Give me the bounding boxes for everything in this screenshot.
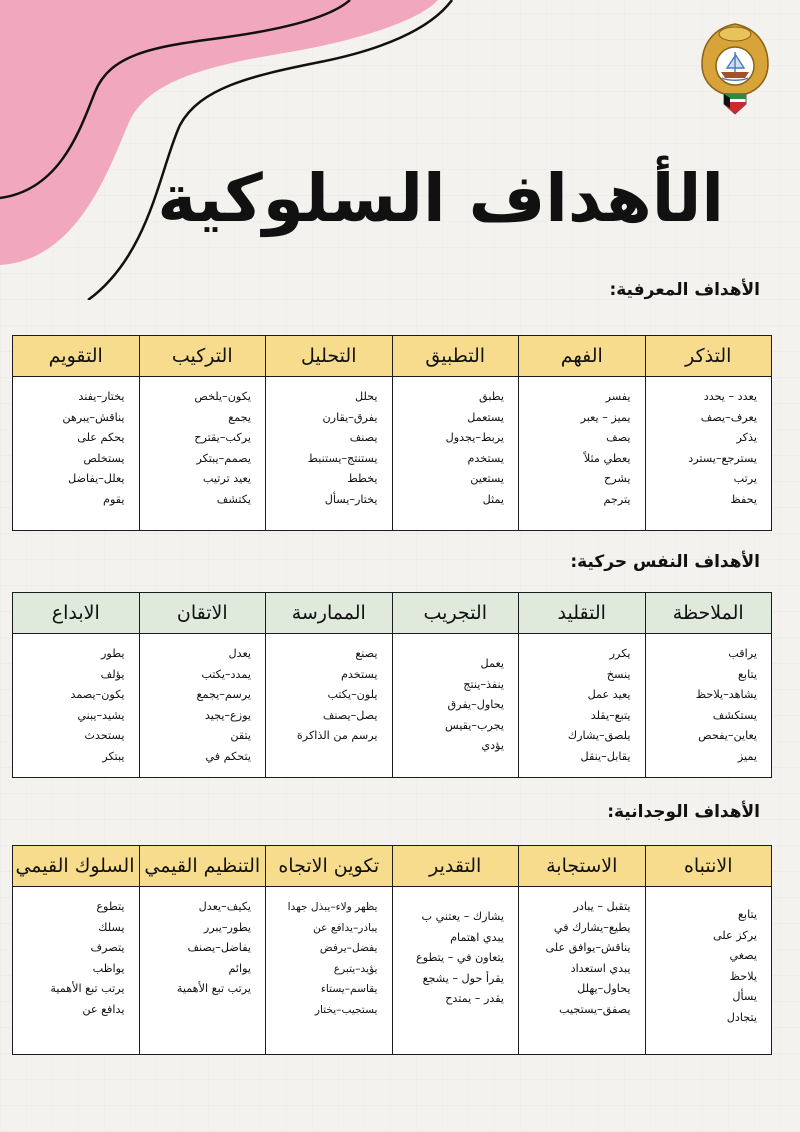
- list-item: يصمم–يبتكر: [196, 451, 251, 465]
- list-item: يبدي اهتمام: [450, 930, 504, 944]
- list-item: يستعمل: [467, 410, 504, 424]
- list-item: يؤيد–يتبرع: [333, 962, 378, 975]
- table-row: [13, 887, 772, 1055]
- list-item: يرتب: [733, 472, 757, 485]
- list-cell: [139, 634, 266, 778]
- list-cell: [13, 887, 140, 1055]
- list-item: يلاحظ: [729, 969, 757, 983]
- table-header-row: [13, 336, 772, 377]
- list-item: يستخدم: [467, 451, 504, 465]
- list-cell: [266, 634, 393, 778]
- list-item: يربط–يجدول: [445, 431, 504, 444]
- list-item: يوزع–يجيد: [204, 708, 251, 722]
- list-cell: [519, 634, 646, 778]
- kuwait-emblem-icon: [698, 22, 772, 116]
- list-item: يصفق–يستجيب: [559, 1002, 631, 1016]
- list-item: يستعين: [470, 472, 504, 485]
- column-header: الفهم: [519, 336, 646, 377]
- list-cell: [645, 887, 772, 1055]
- list-item: يعيد عمل: [587, 688, 631, 701]
- list-cell: [13, 634, 140, 778]
- column-header: التقليد: [519, 593, 646, 634]
- column-header: تكوين الاتجاه: [266, 846, 393, 887]
- table-row: [13, 377, 772, 531]
- list-item: يؤدي: [481, 739, 504, 752]
- page-title: الأهداف السلوكية: [157, 160, 724, 237]
- list-item: يمثل: [482, 492, 504, 506]
- list-cell: [392, 887, 519, 1055]
- list-cell: [266, 377, 393, 531]
- list-item: يتابع: [738, 667, 757, 681]
- list-item: يعدل: [228, 647, 251, 660]
- list-item: يشيد–يبني: [77, 708, 125, 722]
- list-item: يرسم من الذاكرة: [296, 729, 378, 742]
- table-affective: [12, 845, 772, 1055]
- list-item: يفرق–يقارن: [322, 410, 378, 424]
- table-psychomotor: [12, 592, 772, 778]
- list-item: يفسر: [605, 390, 631, 403]
- list-item: يكون–يصمد: [70, 688, 125, 701]
- list-item: يطبق: [479, 390, 504, 403]
- list-item: يستخدم: [341, 667, 378, 681]
- column-header: الملاحظة: [645, 593, 772, 634]
- column-header: التذكر: [645, 336, 772, 377]
- column-header: التحليل: [266, 336, 393, 377]
- list-item: يركز على: [712, 928, 757, 942]
- list-item: ينفذ–ينتج: [463, 677, 504, 691]
- list-item: يؤلف: [100, 667, 125, 681]
- list-item: يحلل: [354, 390, 378, 403]
- column-header: الاستجابة: [519, 846, 646, 887]
- list-cell: [139, 377, 266, 531]
- list-cell: [645, 377, 772, 531]
- list-item: يفضل–يرفض: [319, 942, 378, 954]
- list-item: يحفظ: [730, 492, 757, 506]
- list-item: يميز – يعبر: [580, 410, 631, 424]
- list-item: يقدر – يمتدح: [445, 992, 504, 1005]
- list-item: يقابل–ينقل: [580, 749, 631, 763]
- list-item: يختار–يسأل: [324, 492, 378, 506]
- list-item: يعاين–يفحص: [698, 729, 757, 742]
- list-item: يستخلص: [83, 451, 125, 465]
- list-item: يحاول–يفرق: [447, 698, 504, 711]
- list-item: يدافع عن: [82, 1002, 125, 1016]
- list-item: يقوم: [103, 492, 125, 506]
- list-item: يتحكم في: [205, 749, 251, 763]
- list-item: يفاضل–يصنف: [187, 941, 251, 954]
- list-item: يرسم–يجمع: [196, 688, 251, 701]
- list-item: يستنتج–يستنبط: [307, 451, 378, 465]
- list-cell: [645, 634, 772, 778]
- list-item: يعمل: [480, 657, 504, 670]
- list-item: يلصق–يشارك: [567, 729, 631, 742]
- column-header: التنظيم القيمي: [139, 846, 266, 887]
- list-item: يطور: [101, 647, 125, 660]
- list-item: يطيع–يشارك في: [553, 920, 631, 934]
- column-header: التطبيق: [392, 336, 519, 377]
- column-header: التجريب: [392, 593, 519, 634]
- list-item: يتقبل – يبادر: [573, 900, 631, 913]
- list-cell: [519, 887, 646, 1055]
- column-header: الممارسة: [266, 593, 393, 634]
- list-item: يرتب تبع الأهمية: [176, 982, 251, 995]
- section-heading-affective: الأهداف الوجدانية:: [607, 802, 760, 822]
- column-header: الابداع: [13, 593, 140, 634]
- list-item: يتابع: [738, 908, 757, 921]
- list-item: يرتب تبع الأهمية: [50, 982, 125, 995]
- list-item: يشارك – يعتني ب: [421, 910, 504, 923]
- list-item: يسلك: [98, 920, 125, 934]
- list-item: يمدد–يكتب: [201, 667, 251, 681]
- section-heading-psychomotor: الأهداف النفس حركية:: [570, 552, 760, 572]
- list-item: يكرر: [609, 647, 631, 660]
- list-item: يركب–يقترح: [194, 431, 251, 444]
- list-item: يتقن: [230, 729, 251, 742]
- list-item: يصنع: [355, 647, 378, 660]
- list-item: يعرف–يصف: [700, 410, 757, 424]
- list-item: يسأل: [732, 990, 757, 1003]
- list-item: يواظب: [92, 961, 125, 975]
- list-item: يبادر–يدافع عن: [313, 921, 378, 934]
- column-header: الانتباه: [645, 846, 772, 887]
- list-item: يقرأ حول – يشجع: [422, 971, 504, 985]
- list-item: يخطط: [347, 472, 378, 485]
- list-item: يتعاون في – يتطوع: [416, 951, 504, 964]
- list-item: يحكم على: [77, 431, 125, 444]
- column-header: التركيب: [139, 336, 266, 377]
- list-item: يحاول–يهلل: [577, 982, 631, 995]
- column-header: التقدير: [392, 846, 519, 887]
- list-item: يوائم: [228, 961, 251, 975]
- list-item: يجمع: [228, 410, 251, 424]
- list-item: يعدد – يحدد: [703, 390, 757, 403]
- list-item: يكتشف: [216, 492, 251, 506]
- table-header-row: [13, 593, 772, 634]
- list-item: يختار–يفند: [78, 390, 125, 403]
- column-header: السلوك القيمي: [13, 846, 140, 887]
- list-item: يعيد ترتيب: [202, 472, 251, 485]
- list-item: يصف: [606, 431, 631, 444]
- table-row: [13, 634, 772, 778]
- list-item: يصل–يصنف: [322, 708, 378, 722]
- list-item: يصنف: [349, 431, 378, 444]
- list-item: يكيف–يعدل: [198, 900, 251, 913]
- list-item: يشرح: [604, 472, 631, 485]
- list-item: ينسخ: [606, 667, 631, 681]
- list-item: يراقب: [728, 647, 757, 660]
- list-item: يتجادل: [726, 1010, 757, 1024]
- list-item: يشاهد–يلاحظ: [695, 688, 757, 701]
- list-item: يصغي: [729, 949, 757, 962]
- list-cell: [13, 377, 140, 531]
- list-item: يعلل–يفاضل: [68, 472, 125, 485]
- list-cell: [519, 377, 646, 531]
- list-item: يطور–يبرر: [203, 920, 251, 934]
- list-item: يسترجع–يسترد: [688, 451, 757, 465]
- list-item: يتطوع: [96, 900, 125, 913]
- list-cell: [392, 634, 519, 778]
- list-item: يلون–يكتب: [327, 688, 378, 701]
- list-item: يجرب–يقيس: [444, 718, 504, 732]
- list-item: يميز: [737, 749, 757, 763]
- column-header: الاتقان: [139, 593, 266, 634]
- list-item: يتصرف: [90, 941, 125, 954]
- table-header-row: [13, 846, 772, 887]
- list-item: يناقش–يوافق على: [545, 941, 631, 954]
- list-item: يقاسم–يستاء: [320, 983, 378, 995]
- section-heading-cognitive: الأهداف المعرفية:: [609, 280, 760, 300]
- table-cognitive: [12, 335, 772, 531]
- list-item: يترجم: [603, 492, 631, 506]
- list-item: يبتكر: [102, 749, 125, 763]
- list-item: يظهر ولاء–يبذل جهدا: [287, 901, 378, 913]
- list-item: يستحدث: [84, 729, 125, 742]
- list-item: يستجيب–يختار: [314, 1003, 378, 1016]
- list-cell: [139, 887, 266, 1055]
- list-item: يستكشف: [712, 708, 757, 722]
- list-item: يعطي مثلاً: [583, 451, 631, 465]
- list-item: يتبع–يقلد: [590, 708, 631, 722]
- list-item: يبدي استعداد: [570, 961, 631, 975]
- column-header: التقويم: [13, 336, 140, 377]
- list-item: يناقش–يبرهن: [62, 410, 125, 424]
- list-cell: [392, 377, 519, 531]
- list-item: يذكر: [736, 431, 757, 444]
- list-cell: [266, 887, 393, 1055]
- decorative-corner-shape: [0, 0, 460, 300]
- list-item: يكون–يلخص: [194, 390, 251, 403]
